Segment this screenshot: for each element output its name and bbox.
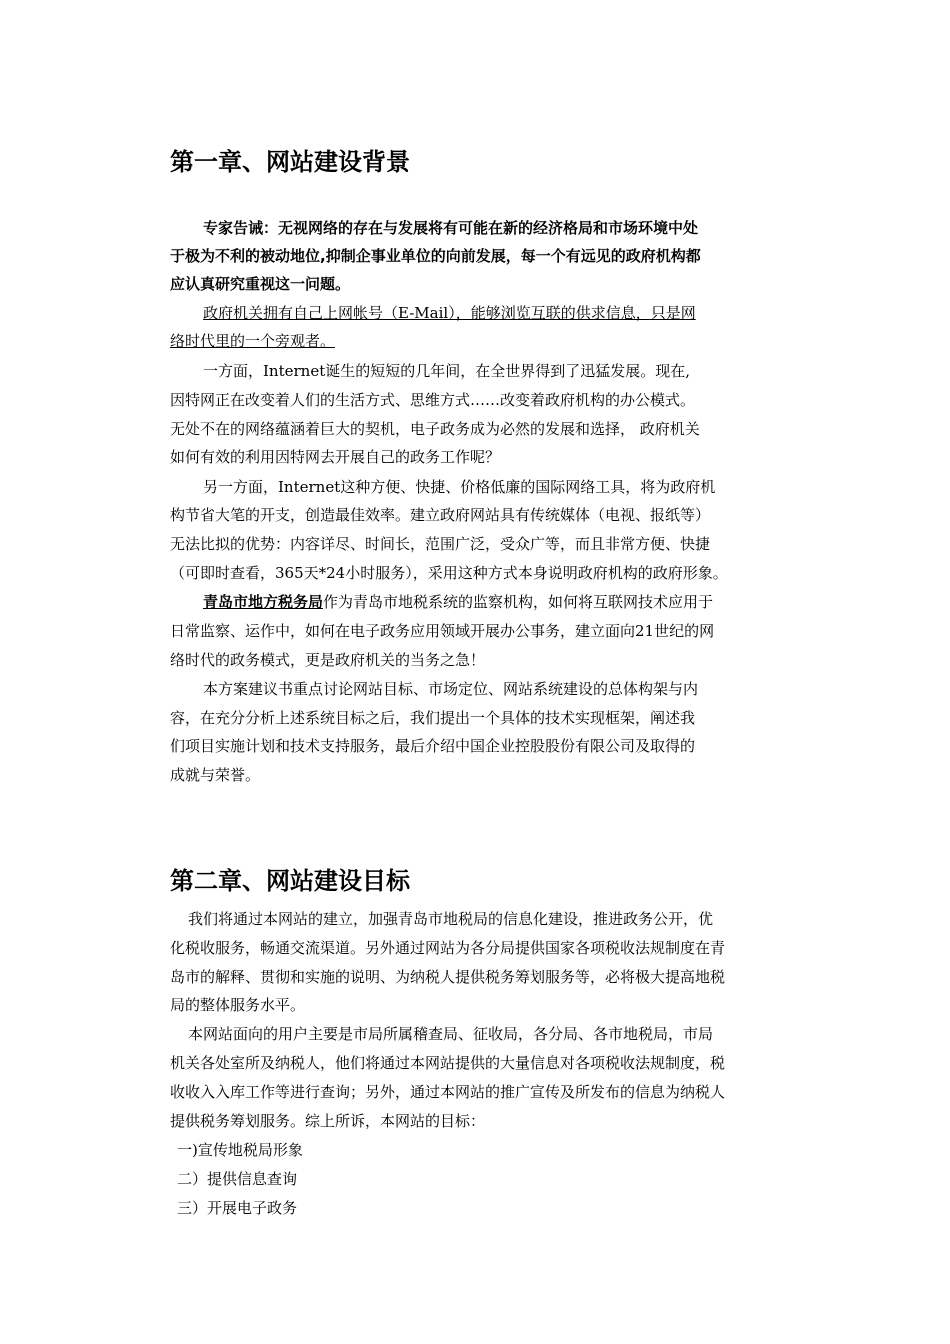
warning-line: 于极为不利的被动地位,抑制企事业单位的向前发展，每一个有远见的政府机构都 — [170, 247, 701, 265]
paragraph-line: 化税收服务，畅通交流渠道。另外通过网站为各分局提供国家各项税收法规制度在青 — [170, 939, 726, 957]
paragraph-line: 容，在充分分析上述系统目标之后，我们提出一个具体的技术实现框架，阐述我 — [170, 709, 696, 727]
paragraph-line: 如何有效的利用因特网去开展自己的政务工作呢？ — [170, 448, 501, 466]
warning-line: 专家告诫：无视网络的存在与发展将有可能在新的经济格局和市场环境中处 — [203, 219, 699, 237]
warning-line: 应认真研究重视这一问题。 — [170, 275, 351, 293]
paragraph-line: 本方案建议书重点讨论网站目标、市场定位、网站系统建设的总体构架与内 — [203, 680, 699, 698]
paragraph-line — [203, 592, 713, 612]
paragraph-line: 收收入入库工作等进行查询；另外，通过本网站的推广宣传及所发布的信息为纳税人 — [170, 1083, 726, 1101]
paragraph-line: 我们将通过本网站的建立，加强青岛市地税局的信息化建设，推进政务公开，优 — [188, 910, 714, 928]
paragraph-line: 机关各处室所及纳税人，他们将通过本网站提供的大量信息对各项税收法规制度，税 — [170, 1054, 726, 1072]
paragraph-line: 提供税务筹划服务。综上所诉，本网站的目标： — [170, 1112, 486, 1130]
paragraph-line: 因特网正在改变着人们的生活方式、思维方式……改变着政府机构的办公模式。 — [170, 391, 696, 409]
paragraph-text: 作为青岛市地税系统的监察机构，如何将互联网技术应用于 — [323, 593, 714, 611]
goal-item: 三）开展电子政务 — [177, 1199, 298, 1217]
paragraph-line: 们项目实施计划和技术支持服务，最后介绍中国企业控股股份有限公司及取得的 — [170, 737, 696, 755]
chapter-1-title: 第一章、网站建设背景 — [170, 148, 410, 176]
paragraph-line: 无法比拟的优势：内容详尽、时间长，范围广泛，受众广等，而且非常方便、快捷 — [170, 535, 711, 553]
paragraph-line: 构节省大笔的开支，创造最佳效率。建立政府网站具有传统媒体（电视、报纸等） — [170, 506, 711, 524]
email-line: 政府机关拥有自己上网帐号（E-Mail），能够浏览互联的供求信息，只是网 — [203, 304, 696, 322]
paragraph-line: 成就与荣誉。 — [170, 766, 261, 784]
chapter-2-title: 第二章、网站建设目标 — [170, 867, 410, 895]
paragraph-line: 局的整体服务水平。 — [170, 996, 306, 1014]
email-line: 络时代里的一个旁观者。 — [170, 332, 336, 350]
paragraph-line: 另一方面，Internet这种方便、快捷、价格低廉的国际网络工具，将为政府机 — [203, 478, 716, 496]
paragraph-line: 一方面，Internet诞生的短短的几年间，在全世界得到了迅猛发展。现在, — [203, 362, 690, 380]
goal-item: 二）提供信息查询 — [177, 1170, 298, 1188]
paragraph-line: 络时代的政务模式，更是政府机关的当务之急！ — [170, 651, 486, 669]
paragraph-line: 本网站面向的用户主要是市局所属稽查局、征收局，各分局、各市地税局，市局 — [188, 1025, 714, 1043]
paragraph-line: 岛市的解释、贯彻和实施的说明、为纳税人提供税务筹划服务等，必将极大提高地税 — [170, 968, 726, 986]
goal-item: 一)宣传地税局形象 — [177, 1141, 303, 1159]
org-name: 青岛市地方税务局 — [203, 593, 324, 611]
paragraph-line: 无处不在的网络蕴涵着巨大的契机，电子政务成为必然的发展和选择， 政府机关 — [170, 420, 700, 438]
paragraph-line: （可即时查看，365天*24小时服务），采用这种方式本身说明政府机构的政府形象。 — [170, 564, 728, 582]
paragraph-line: 日常监察、运作中，如何在电子政务应用领域开展办公事务，建立面向21世纪的网 — [170, 622, 715, 640]
